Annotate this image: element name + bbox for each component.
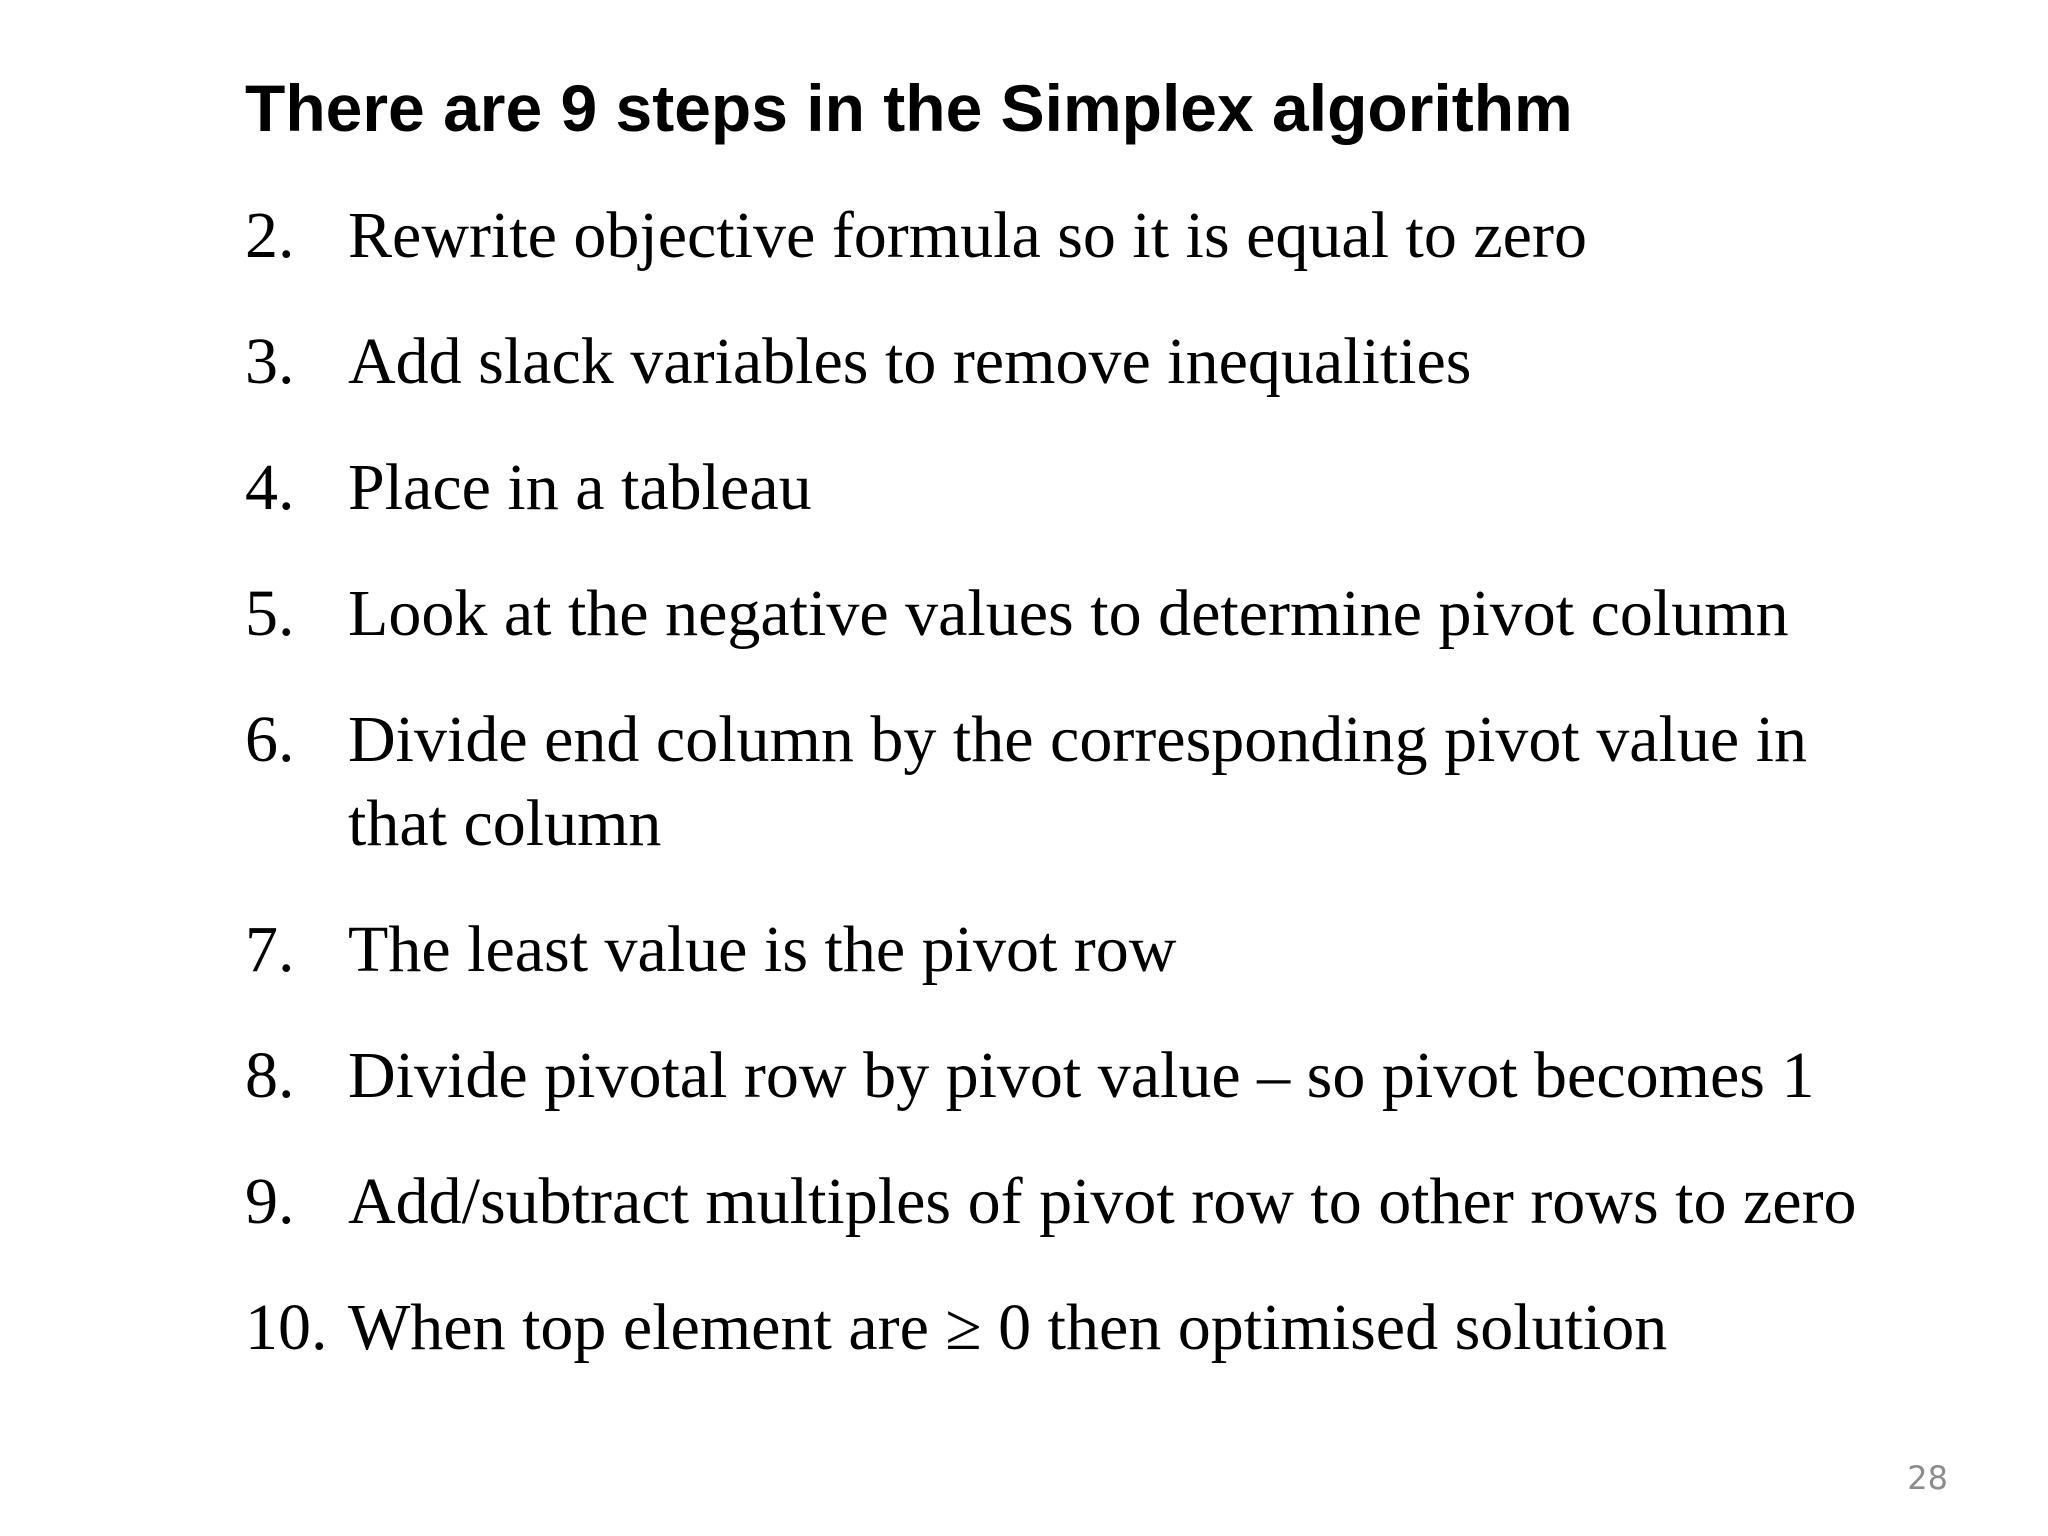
step-text [348,698,1945,866]
slide-title: There are 9 steps in the Simplex algorithm [245,71,1573,145]
list-item [245,320,1945,404]
step-line: When top element are ≥ 0 then optimised solution [348,1291,1668,1364]
step-number: 10. [245,1291,328,1364]
step-text [348,1160,1945,1244]
step-text [348,908,1945,992]
step-line: that column [348,787,662,860]
step-number: 7. [245,913,295,986]
step-number: 5. [245,577,295,650]
step-number: 9. [245,1165,295,1238]
step-line: Add/subtract multiples of pivot row to other rows to zero [348,1165,1857,1238]
step-number: 8. [245,1039,295,1112]
step-line: Look at the negative values to determine pivot column [348,577,1789,650]
step-text [348,1286,1945,1370]
step-text [348,572,1945,656]
step-line: Add slack variables to remove inequalities [348,325,1472,398]
list-item [245,446,1945,530]
step-text [348,194,1945,278]
step-text [348,446,1945,530]
list-item [245,698,1945,866]
list-item [245,194,1945,278]
step-line: Place in a tableau [348,451,812,524]
list-item [245,1160,1945,1244]
step-text [348,320,1945,404]
step-line: Rewrite objective formula so it is equal to zero [348,199,1587,272]
step-number: 6. [245,703,295,776]
list-item [245,1286,1945,1370]
step-line: The least value is the pivot row [348,913,1177,986]
step-number: 2. [245,199,295,272]
list-item [245,908,1945,992]
step-line: Divide pivotal row by pivot value – so pivot becomes 1 [348,1039,1815,1112]
list-item [245,572,1945,656]
list-item [245,1034,1945,1118]
step-line: Divide end column by the corresponding pivot value in [348,703,1808,776]
step-number: 3. [245,325,295,398]
step-number: 4. [245,451,295,524]
step-text [348,1034,1945,1118]
page-number: 28 [1907,1459,1948,1497]
